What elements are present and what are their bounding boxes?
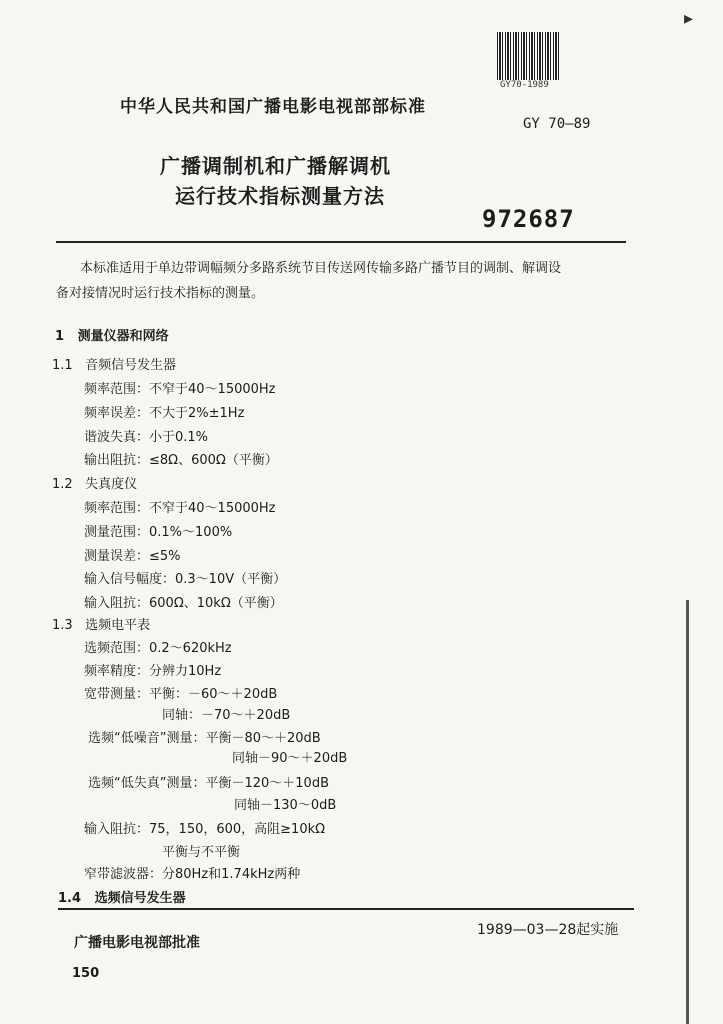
subsection-1-2-heading [52,473,137,492]
spec-line: 频率误差：不大于2%±1Hz [84,406,245,421]
spec-line: 同轴：－70～＋20dB [162,708,291,723]
footer-rule [58,908,634,910]
subsection-number: 1.3 [52,618,73,633]
subsection-1-4-heading [58,887,186,906]
section-number: 1 [55,329,65,344]
subsection-title: 选频信号发生器 [94,891,186,906]
spec-line: 输入阻抗：75，150，600，高阻≥10kΩ [84,822,326,837]
spec-line: 输入信号幅度：0.3～10V（平衡） [84,572,287,587]
header-rule [56,241,626,243]
subsection-title: 失真度仪 [85,477,138,492]
spec-line: 选频“低失真”测量：平衡－120～＋10dB [88,776,329,791]
spec-line: 平衡与不平衡 [162,845,241,860]
spec-line: 测量范围：0.1%～100% [84,525,233,540]
subsection-number: 1.1 [52,358,73,373]
subsection-1-1-heading [52,354,176,373]
subsection-title: 选频电平表 [85,618,151,633]
spec-line: 谐波失真：小于0.1% [84,430,209,445]
subsection-1-3-heading [52,614,150,633]
intro-line1: 本标准适用于单边带调幅频分多路系统节目传送网传输多路广播节目的调制、解调设 [80,261,562,276]
approval-authority: 广播电影电视部批准 [74,935,200,951]
spec-line: 测量误差：≤5% [84,549,181,564]
barcode-image [497,32,559,80]
spec-line: 窄带滤波器：分80Hz和1.74kHz两种 [84,867,301,882]
subsection-title: 音频信号发生器 [85,358,177,373]
section-title: 测量仪器和网络 [77,329,169,344]
intro-line2: 备对接情况时运行技术指标的测量。 [56,286,265,301]
spec-line: 选频“低噪音”测量：平衡－80～＋20dB [88,731,321,746]
subsection-number: 1.2 [52,477,73,492]
standard-code: GY 70—89 [523,116,591,132]
implementation-date: 1989—03—28起实施 [477,922,619,938]
spec-line: 频率精度：分辨力10Hz [84,664,222,679]
issuing-department: 中华人民共和国广播电影电视部部标准 [120,97,426,117]
spec-line: 同轴－130～0dB [234,798,337,813]
subsection-number: 1.4 [58,891,82,906]
barcode-label: GY70-1989 [500,80,549,90]
spec-line: 同轴－90～＋20dB [232,751,348,766]
document-title-line1: 广播调制机和广播解调机 [160,154,391,178]
section-1-heading [55,325,169,344]
page-number: 150 [72,966,100,981]
spec-line: 频率范围：不窄于40～15000Hz [84,382,276,397]
serial-number: 972687 [482,205,575,233]
spec-line: 频率范围：不窄于40～15000Hz [84,501,276,516]
scan-edge [686,600,689,1024]
document-title-line2: 运行技术指标测量方法 [175,184,385,208]
page-corner-mark: ▸ [684,8,694,29]
spec-line: 选频范围：0.2～620kHz [84,641,232,656]
spec-line: 输入阻抗：600Ω、10kΩ（平衡） [84,596,283,611]
spec-line: 宽带测量：平衡：－60～＋20dB [84,687,278,702]
spec-line: 输出阻抗：≤8Ω、600Ω（平衡） [84,453,278,468]
